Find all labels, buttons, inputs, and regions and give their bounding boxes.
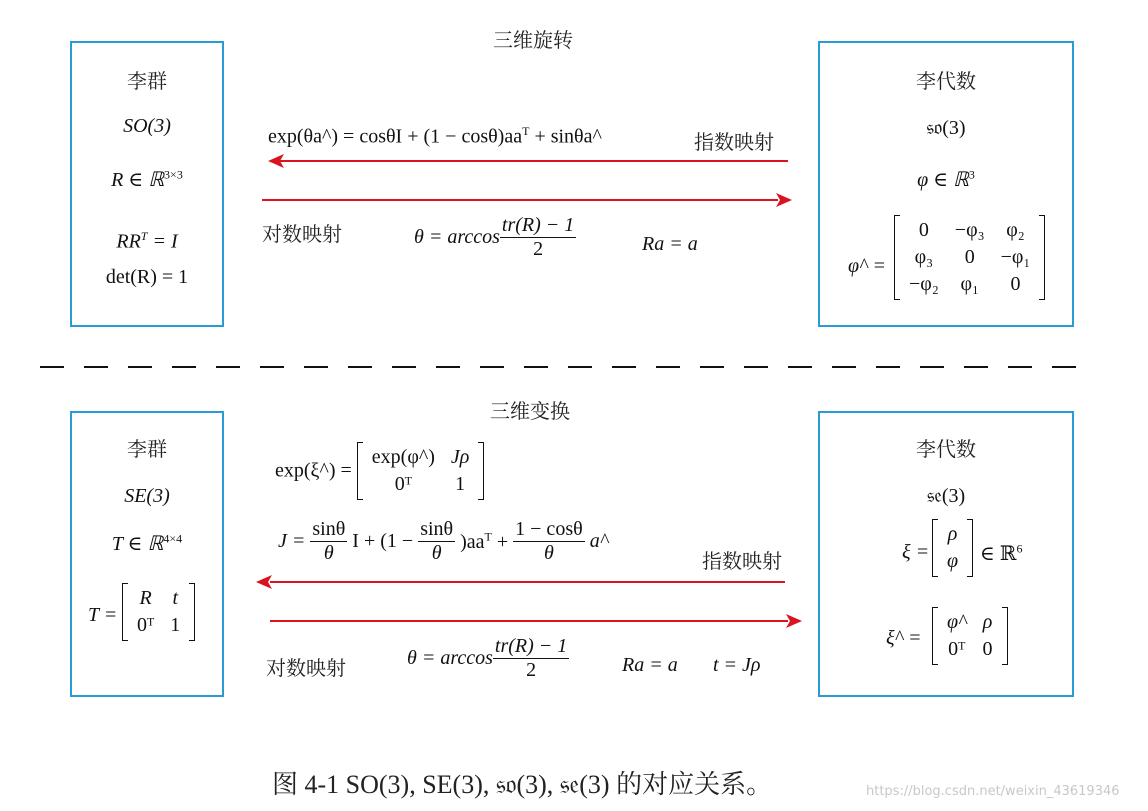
bottom-section-title: 三维变换: [490, 399, 570, 423]
t-label: T =: [88, 604, 118, 626]
divider-dash: [656, 366, 680, 368]
divider-dash: [260, 366, 284, 368]
figure-caption: 图 4-1 SO(3), SE(3), 𝔰𝔬(3), 𝔰𝔢(3) 的对应关系。: [272, 770, 773, 799]
log-map-label-bottom: 对数映射: [266, 656, 346, 680]
divider-dash: [524, 366, 548, 368]
top-arrows: [258, 150, 818, 210]
divider-dash: [876, 366, 900, 368]
jacobian-formula: J = $\frac{\sin\theta}{\theta}$ I + (1 − $\frac{\sin\theta}{\theta}$ )$aa^T$ + $\frac{1 - \cos\theta}{\theta}$ a^: [278, 518, 609, 564]
rotation-axis-eq: Ra = a: [642, 233, 698, 255]
divider-dash: [392, 366, 416, 368]
divider-dash: [568, 366, 592, 368]
divider-dash: [40, 366, 64, 368]
divider-dash: [216, 366, 240, 368]
log-arrowhead-bottom: [786, 614, 802, 628]
divider-dash: [172, 366, 196, 368]
exp-map-label-top: 指数映射: [694, 130, 774, 154]
divider-dash: [612, 366, 636, 368]
lie-algebra-label: 李代数: [916, 437, 976, 461]
xi-label: ξ =: [902, 541, 930, 563]
xi-hat-matrix: φ^ ρ 0ᵀ 0: [932, 607, 1008, 665]
theta-formula-top: θ = arccos $\frac{tr(R) - 1}{2}$: [414, 214, 575, 260]
transform-matrix: R t 0ᵀ 1: [122, 583, 195, 641]
se3-exp-formula: exp(ξ^) = exp(φ^) Jρ 0ᵀ 1: [275, 442, 484, 500]
phi-hat-label: φ^ =: [848, 255, 886, 277]
log-map-label-top: 对数映射: [262, 222, 342, 246]
translation-eq: t = Jρ: [713, 654, 761, 676]
divider-dash: [1052, 366, 1076, 368]
divider-dash: [304, 366, 328, 368]
phi-membership: φ ∈ ℝ$^3$: [917, 167, 975, 191]
bottom-arrows: [250, 570, 810, 630]
se3-group: SE(3): [124, 485, 170, 507]
xi-hat-label: ξ^ =: [886, 627, 922, 649]
exp-map-label-bottom: 指数映射: [702, 549, 782, 573]
top-right-box: [818, 41, 1074, 327]
transform-membership: T ∈ ℝ$^{4\times 4}$: [111, 531, 183, 555]
divider-dash: [480, 366, 504, 368]
bottom-left-box: [70, 411, 224, 697]
top-left-box: [70, 41, 224, 327]
exp-arrowhead-bottom: [256, 575, 272, 589]
divider-dash: [920, 366, 944, 368]
xi-membership: ∈ ℝ$^6$: [980, 541, 1023, 565]
divider-dash: [964, 366, 988, 368]
lie-algebra-label: 李代数: [916, 69, 976, 93]
divider-dash: [1008, 366, 1032, 368]
log-arrowhead-top: [776, 193, 792, 207]
lie-group-label: 李群: [127, 437, 167, 461]
so3-algebra: 𝔰𝔬(3): [926, 117, 966, 139]
divider-dash: [436, 366, 460, 368]
divider-dash: [744, 366, 768, 368]
orthogonality-eq: $RR^T = I$: [116, 229, 178, 253]
bottom-right-box: [818, 411, 1074, 697]
divider-dash: [128, 366, 152, 368]
se3-algebra: 𝔰𝔢(3): [926, 485, 966, 507]
rodrigues-formula: exp(θa^) = $\cos\theta I + (1 - \cos\theta)aa^T$ + sinθa^: [268, 124, 602, 148]
lie-group-label: 李群: [127, 69, 167, 93]
divider-dash: [788, 366, 812, 368]
determinant-eq: det(R) = 1: [105, 266, 189, 288]
top-section-title: 三维旋转: [493, 28, 573, 52]
section-divider: [0, 0, 1148, 1]
divider-dash: [832, 366, 856, 368]
divider-dash: [84, 366, 108, 368]
skew-matrix: 0 −φ₃ φ₂ φ₃ 0 −φ₁ −φ₂ φ₁ 0: [894, 215, 1045, 300]
xi-vector: ρ φ: [932, 519, 973, 577]
rotation-axis-eq-bottom: Ra = a: [622, 654, 678, 676]
divider-dash: [348, 366, 372, 368]
theta-formula-bottom: θ = arccos $\frac{tr(R) - 1}{2}$: [407, 635, 568, 681]
divider-dash: [700, 366, 724, 368]
so3-group: SO(3): [123, 115, 171, 137]
rotation-membership: R ∈ ℝ$^{3\times 3}$: [111, 167, 183, 191]
watermark: https://blog.csdn.net/weixin_43619346: [866, 784, 1120, 799]
